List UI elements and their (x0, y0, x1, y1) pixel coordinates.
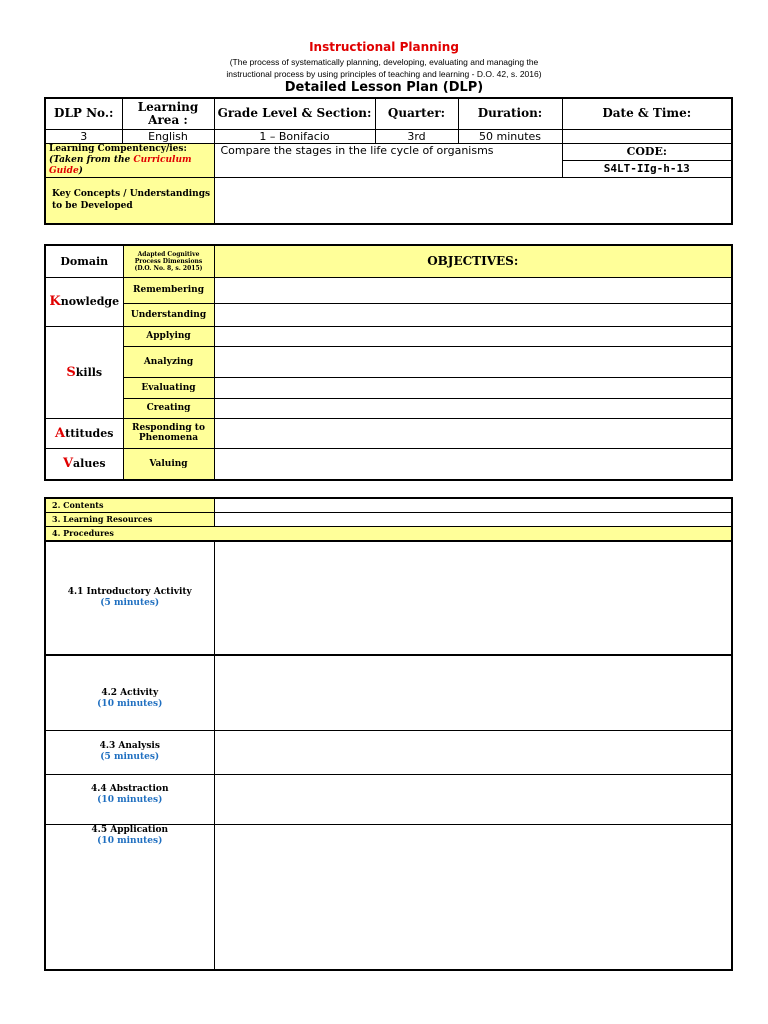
application-time: (10 minutes) (97, 835, 163, 846)
application-value[interactable] (214, 824, 732, 970)
skills-initial: S (66, 364, 76, 380)
analyzing-label: Analyzing (123, 346, 214, 377)
dimensions-line-1: Adapted Cognitive (137, 250, 200, 258)
quarter-value[interactable]: 3rd (375, 129, 458, 143)
grade-level-value[interactable]: 1 – Bonifacio (214, 129, 375, 143)
learning-resources-label: 3. Learning Resources (45, 512, 214, 526)
key-concepts-label: Key Concepts / Understandings to be Developed (45, 177, 214, 224)
remembering-label: Remembering (123, 277, 214, 303)
understanding-label: Understanding (123, 303, 214, 326)
application-title: 4.5 Application (91, 824, 169, 835)
lesson-info-table (44, 97, 733, 225)
skills-domain (45, 326, 123, 418)
attitudes-objective[interactable] (214, 418, 732, 448)
objectives-table (44, 244, 733, 481)
learning-area-value[interactable]: English (122, 129, 214, 143)
abstraction-title: 4.4 Abstraction (91, 783, 169, 794)
instructional-planning-subtitle (150, 56, 618, 80)
learning-resources-value[interactable] (214, 512, 732, 526)
analysis-label (45, 730, 214, 774)
evaluating-objective[interactable] (214, 377, 732, 398)
code-label: CODE: (562, 143, 732, 160)
dimensions-header (123, 245, 214, 277)
competency-note-pre: (Taken from the (49, 154, 134, 165)
introductory-activity-value[interactable] (214, 541, 732, 655)
knowledge-initial: K (49, 294, 61, 309)
attitudes-domain (45, 418, 123, 448)
introductory-activity-time: (5 minutes) (100, 598, 160, 608)
abstraction-label (45, 774, 214, 824)
document-title: Detailed Lesson Plan (DLP) (284, 80, 484, 95)
attitudes-rest: ttitudes (65, 426, 114, 440)
analysis-value[interactable] (214, 730, 732, 774)
duration-value[interactable]: 50 minutes (458, 129, 562, 143)
introductory-activity-title: 4.1 Introductory Activity (67, 587, 192, 597)
subtitle-line-1: (The process of systematically planning, developing, evaluating and managing the (229, 57, 539, 67)
knowledge-domain (45, 277, 123, 326)
activity-label (45, 655, 214, 730)
application-label (45, 824, 214, 970)
activity-title: 4.2 Activity (101, 687, 159, 698)
dlp-no-value[interactable]: 3 (45, 129, 122, 143)
domain-header: Domain (45, 245, 123, 277)
applying-objective[interactable] (214, 326, 732, 346)
date-time-value[interactable] (562, 129, 732, 143)
applying-label: Applying (123, 326, 214, 346)
competency-value[interactable]: Compare the stages in the life cycle of organisms (214, 143, 562, 177)
grade-level-label: Grade Level & Section: (214, 98, 375, 129)
duration-label: Duration: (458, 98, 562, 129)
contents-label: 2. Contents (45, 498, 214, 512)
understanding-objective[interactable] (214, 303, 732, 326)
creating-objective[interactable] (214, 398, 732, 418)
learning-area-label: Learning Area : (122, 98, 214, 129)
code-value[interactable]: S4LT-IIg-h-13 (562, 160, 732, 177)
values-objective[interactable] (214, 448, 732, 480)
responding-label: Responding to Phenomena (123, 418, 214, 448)
skills-rest: kills (75, 365, 103, 379)
creating-label: Creating (123, 398, 214, 418)
competency-label: Learning Compentency/ies: (49, 143, 187, 154)
date-time-label: Date & Time: (562, 98, 732, 129)
procedures-label: 4. Procedures (45, 526, 732, 541)
instructional-planning-title: Instructional Planning (309, 40, 459, 54)
curriculum-guide-text: Curriculum Guide (49, 154, 192, 176)
knowledge-rest: nowledge (60, 295, 120, 308)
key-concepts-value[interactable] (214, 177, 732, 224)
competency-note-post: ) (78, 165, 83, 176)
valuing-label: Valuing (123, 448, 214, 480)
contents-value[interactable] (214, 498, 732, 512)
remembering-objective[interactable] (214, 277, 732, 303)
values-domain (45, 448, 123, 480)
values-rest: alues (73, 457, 106, 471)
evaluating-label: Evaluating (123, 377, 214, 398)
attitudes-initial: A (55, 425, 66, 441)
abstraction-value[interactable] (214, 774, 732, 824)
objectives-header: OBJECTIVES: (214, 245, 732, 277)
values-initial: V (62, 456, 74, 472)
analysis-title: 4.3 Analysis (99, 741, 160, 751)
dimensions-line-3: (D.O. No. 8, s. 2015) (134, 264, 203, 272)
dlp-no-label: DLP No.: (45, 98, 122, 129)
subtitle-line-2: instructional process by using principles of teaching and learning - D.O. 42, s. 2016) (226, 69, 542, 79)
competency-note (49, 155, 211, 177)
abstraction-time: (10 minutes) (97, 794, 163, 805)
dimensions-line-2: Process Dimensions (134, 257, 203, 265)
analyzing-objective[interactable] (214, 346, 732, 377)
introductory-activity-label (45, 541, 214, 655)
analysis-time: (5 minutes) (100, 752, 160, 762)
procedures-table (44, 497, 733, 971)
quarter-label: Quarter: (375, 98, 458, 129)
competency-label-cell (45, 143, 214, 177)
activity-value[interactable] (214, 655, 732, 730)
activity-time: (10 minutes) (97, 698, 163, 709)
